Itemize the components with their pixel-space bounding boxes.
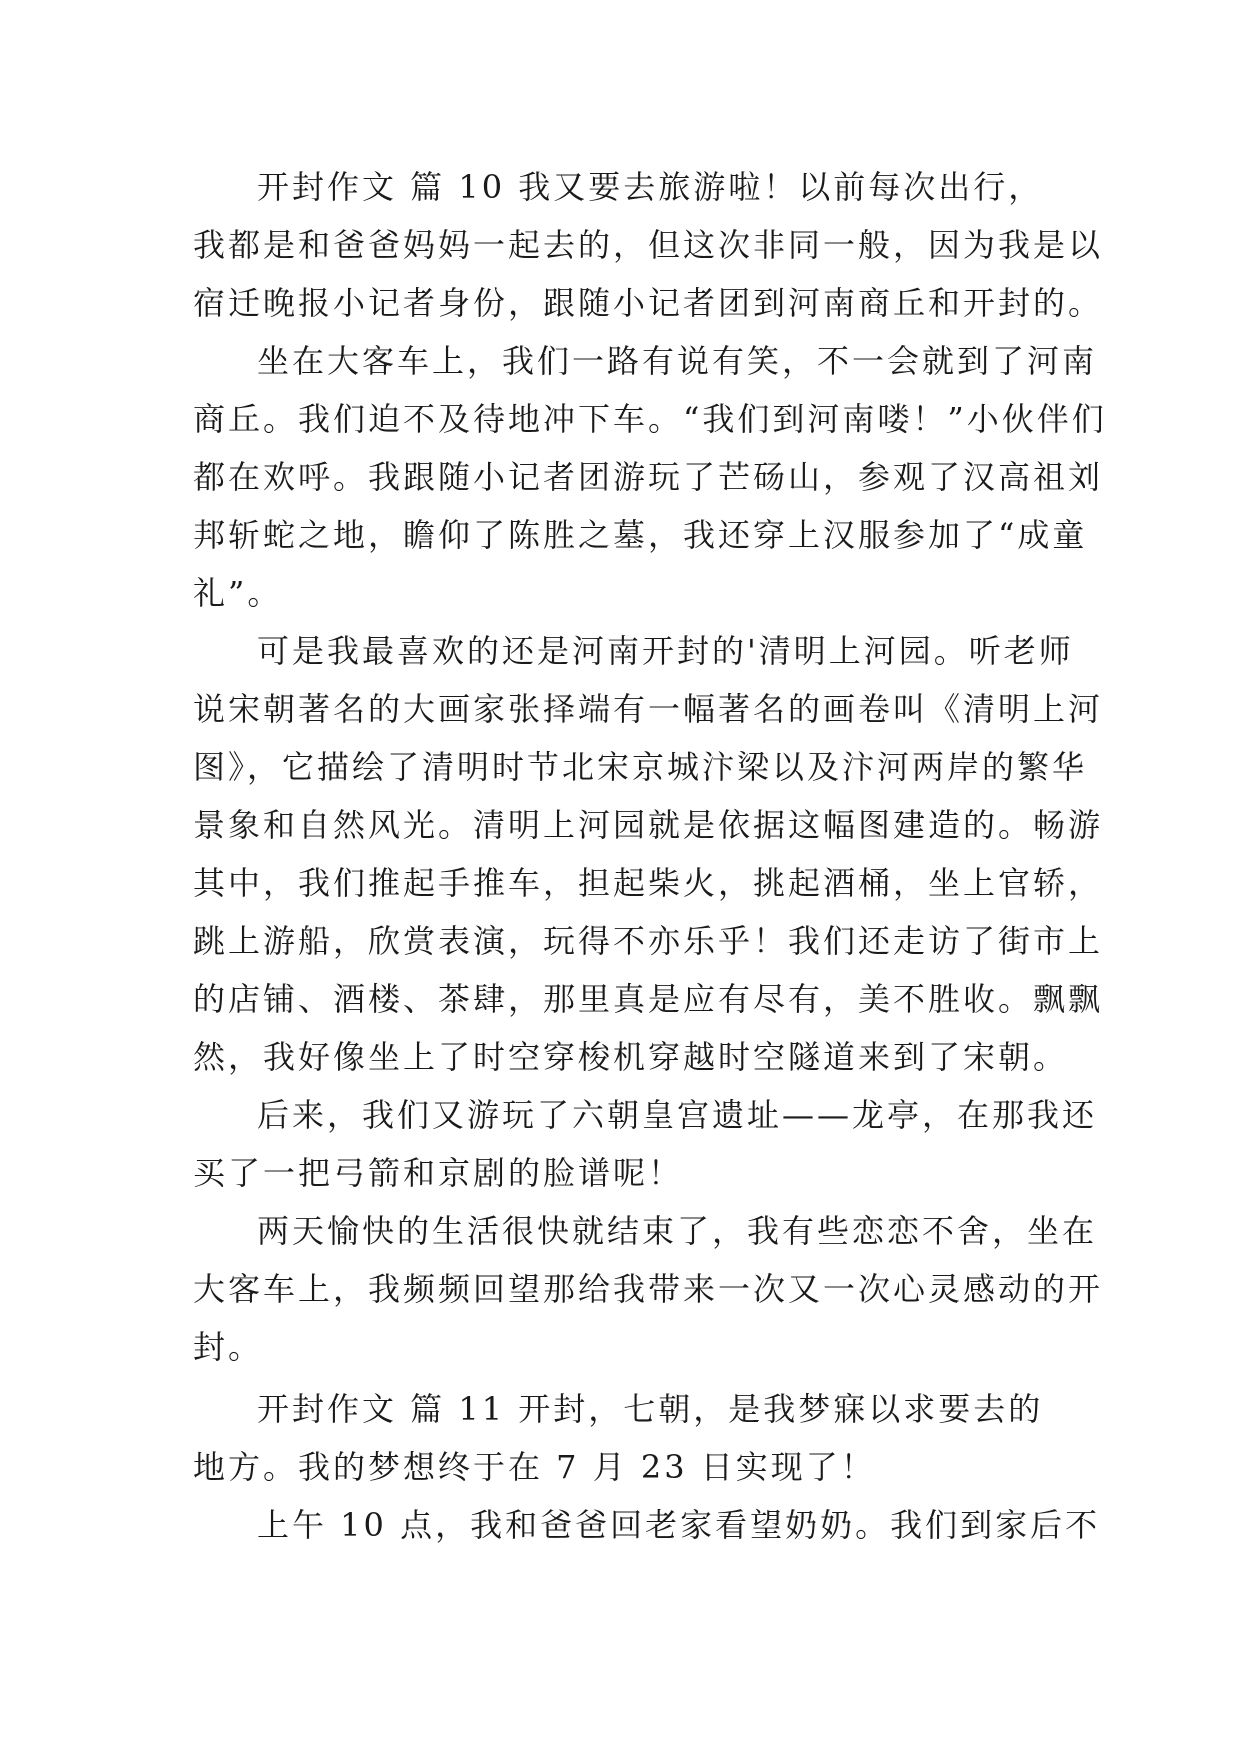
text-line: 说宋朝著名的大画家张择端有一幅著名的画卷叫《清明上河 (193, 690, 1104, 728)
text-line: 都在欢呼。我跟随小记者团游玩了芒砀山，参观了汉高祖刘 (193, 458, 1104, 496)
text-line: 坐在大客车上，我们一路有说有笑，不一会就到了河南 (257, 342, 1098, 380)
text-line: 可是我最喜欢的还是河南开封的'清明上河园。听老师 (257, 632, 1074, 670)
text-line: 其中，我们推起手推车，担起柴火，挑起酒桶，坐上官轿， (193, 864, 1104, 902)
text-line: 地方。我的梦想终于在 7 月 23 日实现了！ (193, 1448, 876, 1486)
text-line: 开封作文 篇 11 开封，七朝，是我梦寐以求要去的 (257, 1390, 1044, 1428)
text-line: 两天愉快的生活很快就结束了，我有些恋恋不舍，坐在 (257, 1212, 1098, 1250)
paragraph (193, 1496, 1101, 1554)
text-line: 的店铺、酒楼、茶肆，那里真是应有尽有，美不胜收。飘飘 (193, 980, 1104, 1018)
text-line: 跳上游船，欣赏表演，玩得不亦乐乎！我们还走访了街市上 (193, 922, 1104, 960)
paragraph (193, 622, 1104, 1086)
text-line: 上午 10 点，我和爸爸回老家看望奶奶。我们到家后不 (257, 1506, 1101, 1544)
text-line: 商丘。我们迫不及待地冲下车。“我们到河南喽！”小伙伴们 (193, 400, 1107, 438)
text-line: 然，我好像坐上了时空穿梭机穿越时空隧道来到了宋朝。 (193, 1038, 1069, 1076)
text-line: 开封作文 篇 10 我又要去旅游啦！以前每次出行， (257, 168, 1044, 206)
text-line: 宿迁晚报小记者身份，跟随小记者团到河南商丘和开封的。 (193, 284, 1104, 322)
document-body (193, 158, 1107, 1554)
text-line: 我都是和爸爸妈妈一起去的，但这次非同一般，因为我是以 (193, 226, 1104, 264)
text-line: 礼”。 (193, 574, 283, 612)
text-line: 买了一把弓箭和京剧的脸谱呢！ (193, 1154, 684, 1192)
text-line: 图》，它描绘了清明时节北宋京城汴梁以及汴河两岸的繁华 (193, 748, 1088, 786)
text-line: 封。 (193, 1328, 264, 1366)
text-line: 大客车上，我频频回望那给我带来一次又一次心灵感动的开 (193, 1270, 1104, 1308)
text-line: 邦斩蛇之地，瞻仰了陈胜之墓，我还穿上汉服参加了“成童 (193, 516, 1088, 554)
text-line: 后来，我们又游玩了六朝皇宫遗址——龙亭，在那我还 (257, 1096, 1098, 1134)
paragraph (193, 332, 1107, 622)
paragraph (193, 1380, 1053, 1496)
text-line: 景象和自然风光。清明上河园就是依据这幅图建造的。畅游 (193, 806, 1104, 844)
paragraph (193, 1202, 1104, 1376)
paragraph (193, 1086, 1098, 1202)
paragraph (193, 158, 1104, 332)
